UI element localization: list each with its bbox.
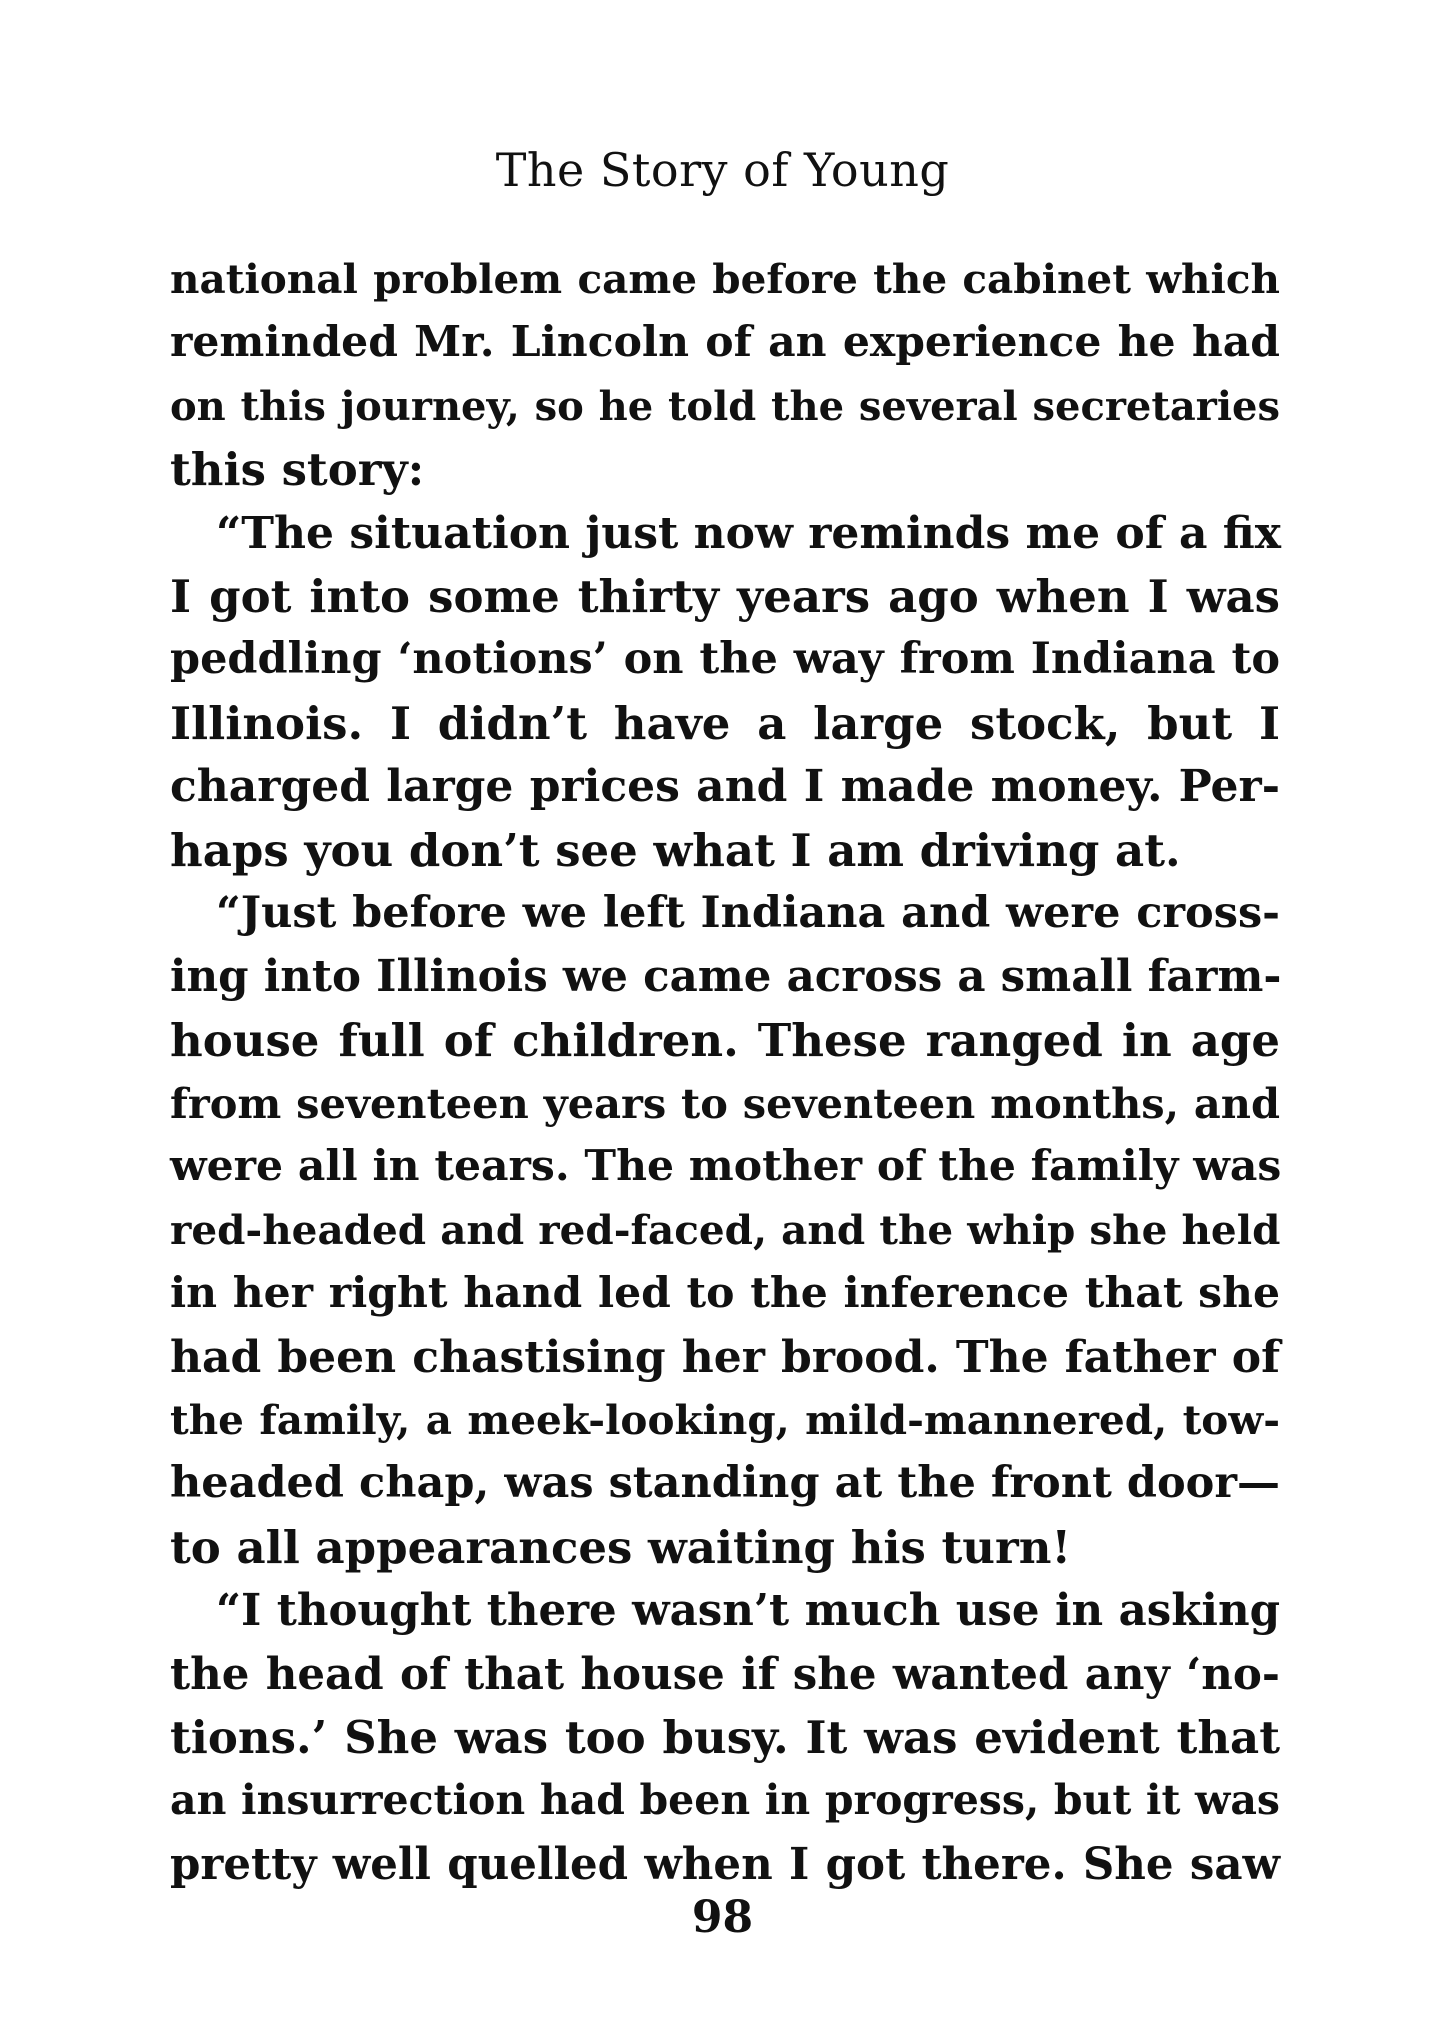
text-line: peddling ‘notions’ on the way from Indiana to: [170, 634, 1280, 685]
text-line: “Just before we left Indiana and were cross-: [216, 887, 1280, 938]
text-line: national problem came before the cabinet which: [170, 255, 1280, 303]
text-line: “The situation just now reminds me of a fix: [216, 507, 1282, 559]
text-line: charged large prices and I made money. Per-: [170, 761, 1280, 813]
body-text: [170, 248, 1280, 1896]
text-line: were all in tears. The mother of the family was: [170, 1141, 1282, 1192]
text-line: the family, a meek-looking, mild-mannered, tow-: [170, 1396, 1280, 1445]
text-line: Illinois. I didn’t have a large stock, but I: [170, 696, 1280, 750]
running-head: The Story of Young: [495, 143, 950, 197]
text-line: I got into some thirty years ago when I was: [170, 569, 1280, 623]
text-line: tions.’ She was too busy. It was evident that: [170, 1710, 1280, 1764]
text-line: this story:: [170, 443, 425, 497]
text-line: red-headed and red-faced, and the whip she held: [170, 1205, 1281, 1254]
text-line: to all appearances waiting his turn!: [170, 1520, 1072, 1574]
text-line: house full of children. These ranged in age: [170, 1013, 1280, 1067]
text-line: haps you don’t see what I am driving at.: [170, 823, 1181, 877]
text-line: on this journey, so he told the several secretaries: [170, 382, 1280, 430]
text-line: reminded Mr. Lincoln of an experience he had: [170, 317, 1280, 368]
text-line: the head of that house if she wanted any ‘no-: [170, 1648, 1280, 1700]
text-line: pretty well quelled when I got there. She saw: [170, 1838, 1280, 1890]
page-number: 98: [691, 1892, 754, 1943]
text-line: headed chap, was standing at the front door—: [170, 1458, 1280, 1509]
text-line: “I thought there wasn’t much use in asking: [216, 1585, 1280, 1637]
text-line: an insurrection had been in progress, but it was: [170, 1776, 1280, 1825]
text-line: in her right hand led to the inference that she: [170, 1268, 1280, 1319]
text-line: ing into Illinois we came across a small farm-: [170, 951, 1282, 1003]
text-line: had been chastising her brood. The father of: [170, 1331, 1280, 1383]
text-line: from seventeen years to seventeen months, and: [170, 1079, 1280, 1129]
